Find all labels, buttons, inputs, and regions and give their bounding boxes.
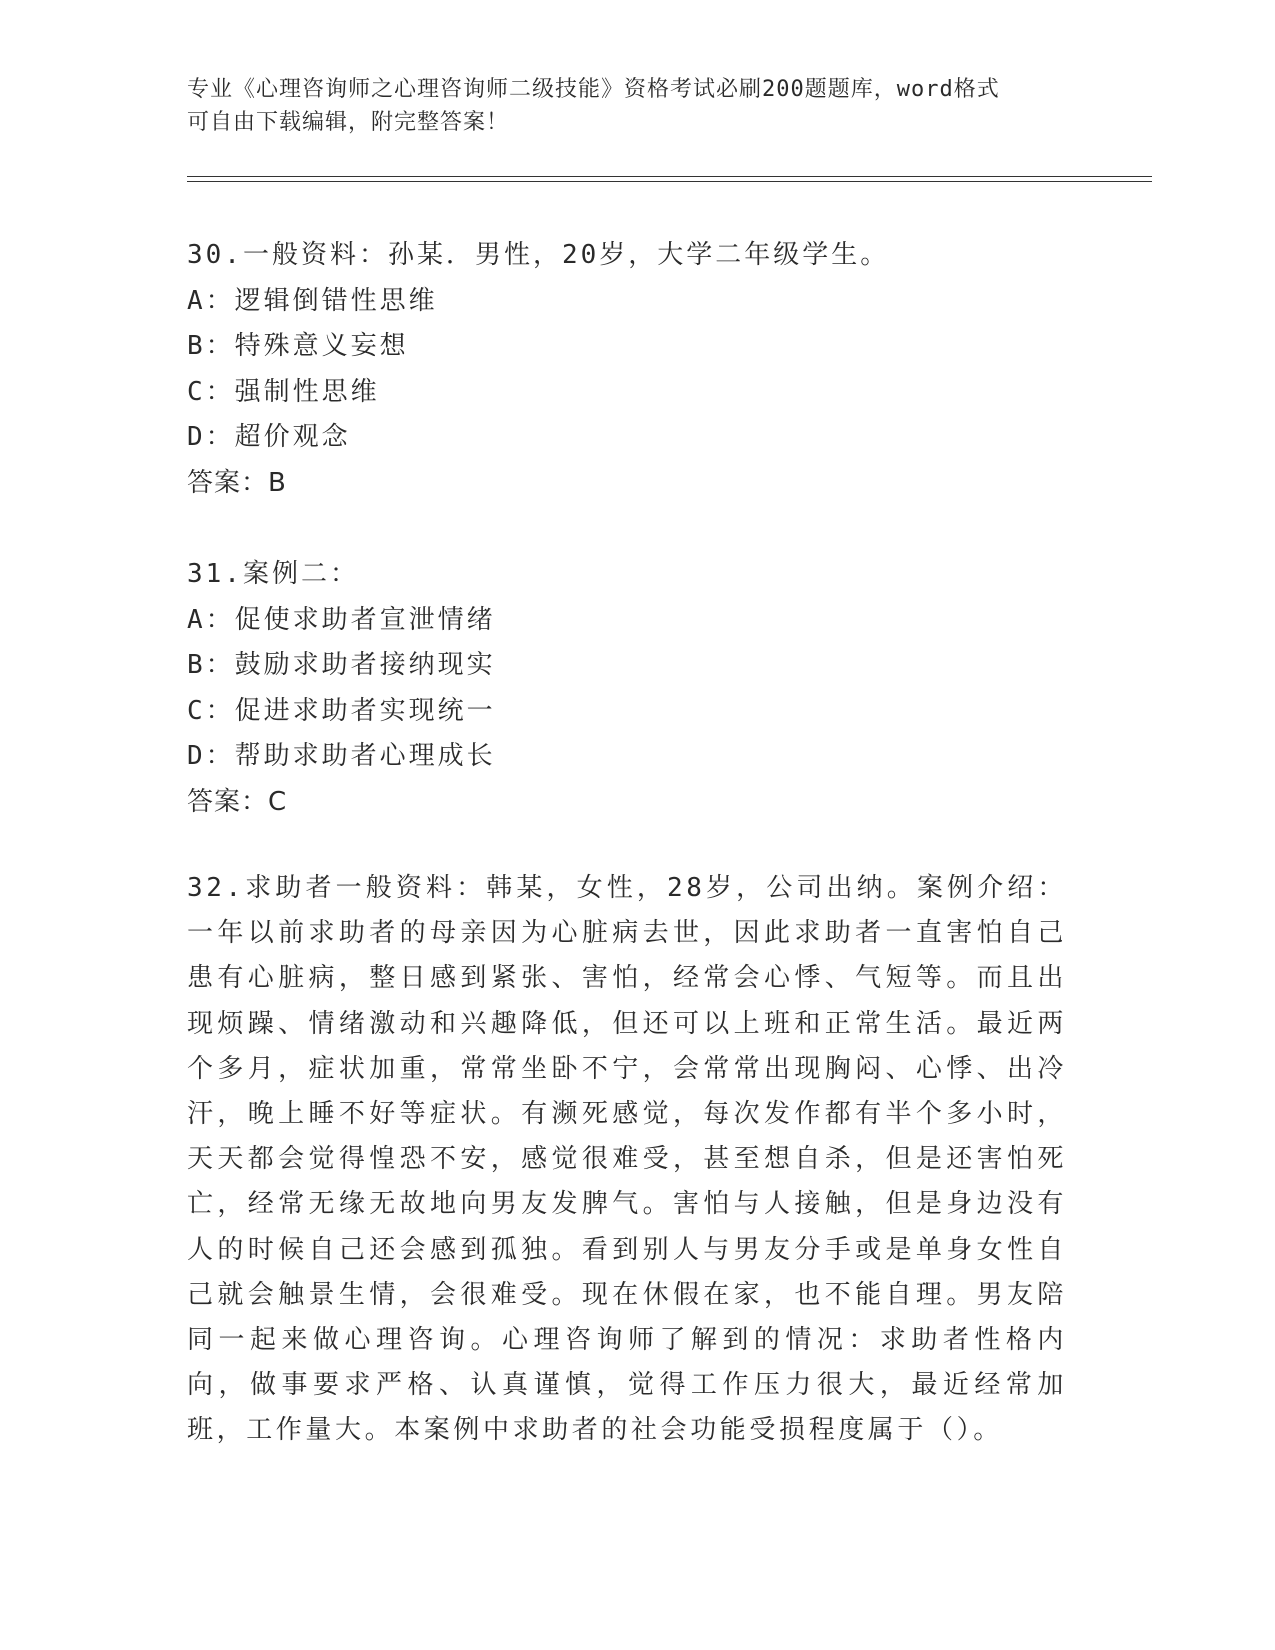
option-b: B：鼓励求助者接纳现实 (187, 650, 496, 680)
option-d: D：超价观念 (187, 422, 351, 452)
question-31 (187, 552, 1087, 825)
question-32 (187, 866, 1067, 1454)
answer-line: 答案：B (187, 467, 287, 498)
option-c: C：强制性思维 (187, 376, 380, 407)
option-a: A：逻辑倒错性思维 (187, 285, 438, 316)
answer-line: 答案：C (187, 786, 288, 817)
header-title-line-2: 可自由下载编辑，附完整答案！ (187, 110, 510, 135)
option-b: B：特殊意义妄想 (187, 331, 409, 361)
question-stem: 31.案例二： (187, 559, 359, 589)
question-stem: 32.求助者一般资料：韩某，女性，28岁，公司出纳。案例介绍：一年以前求助者的母亲因为心脏病去世，因此求助者一直害怕自己患有心脏病，整日感到紧张、害怕，经常会心悸、气短等。而且出现烦躁、情绪激动和兴趣降低，但还可以上班和正常生活。最近两个多月，症状加重，常常坐卧不宁，会常常出现胸闷、心悸、出冷汗，晚上睡不好等症状。有濒死感觉，每次发作都有半个多小时，天天都会觉得惶恐不安，感觉很难受，甚至想自杀，但是还害怕死亡，经常无缘无故地向男友发脾气。害怕与人接触，但是身边没有人的时候自己还会感到孤独。看到别人与男友分手或是单身女性自己就会触景生情，会很难受。现在休假在家，也不能自理。男友陪同一起来做心理咨询。心理咨询师了解到的情况：求助者性格内向，做事要求严格、认真谨慎，觉得工作压力很大，最近经常加班，工作量大。本案例中求助者的社会功能受损程度属于（）。 (187, 873, 1067, 1446)
question-30 (187, 233, 1087, 506)
option-d: D：帮助求助者心理成长 (187, 741, 496, 771)
option-a: A：促使求助者宣泄情绪 (187, 604, 496, 635)
option-c: C：促进求助者实现统一 (187, 695, 496, 726)
header-title-line-1: 专业《心理咨询师之心理咨询师二级技能》资格考试必刷200题题库，word格式 (187, 77, 1000, 102)
question-stem: 30.一般资料：孙某．男性，20岁，大学二年级学生。 (187, 240, 890, 270)
document-header (187, 73, 1087, 139)
header-divider-bottom (187, 181, 1152, 182)
header-divider-top (187, 176, 1152, 177)
